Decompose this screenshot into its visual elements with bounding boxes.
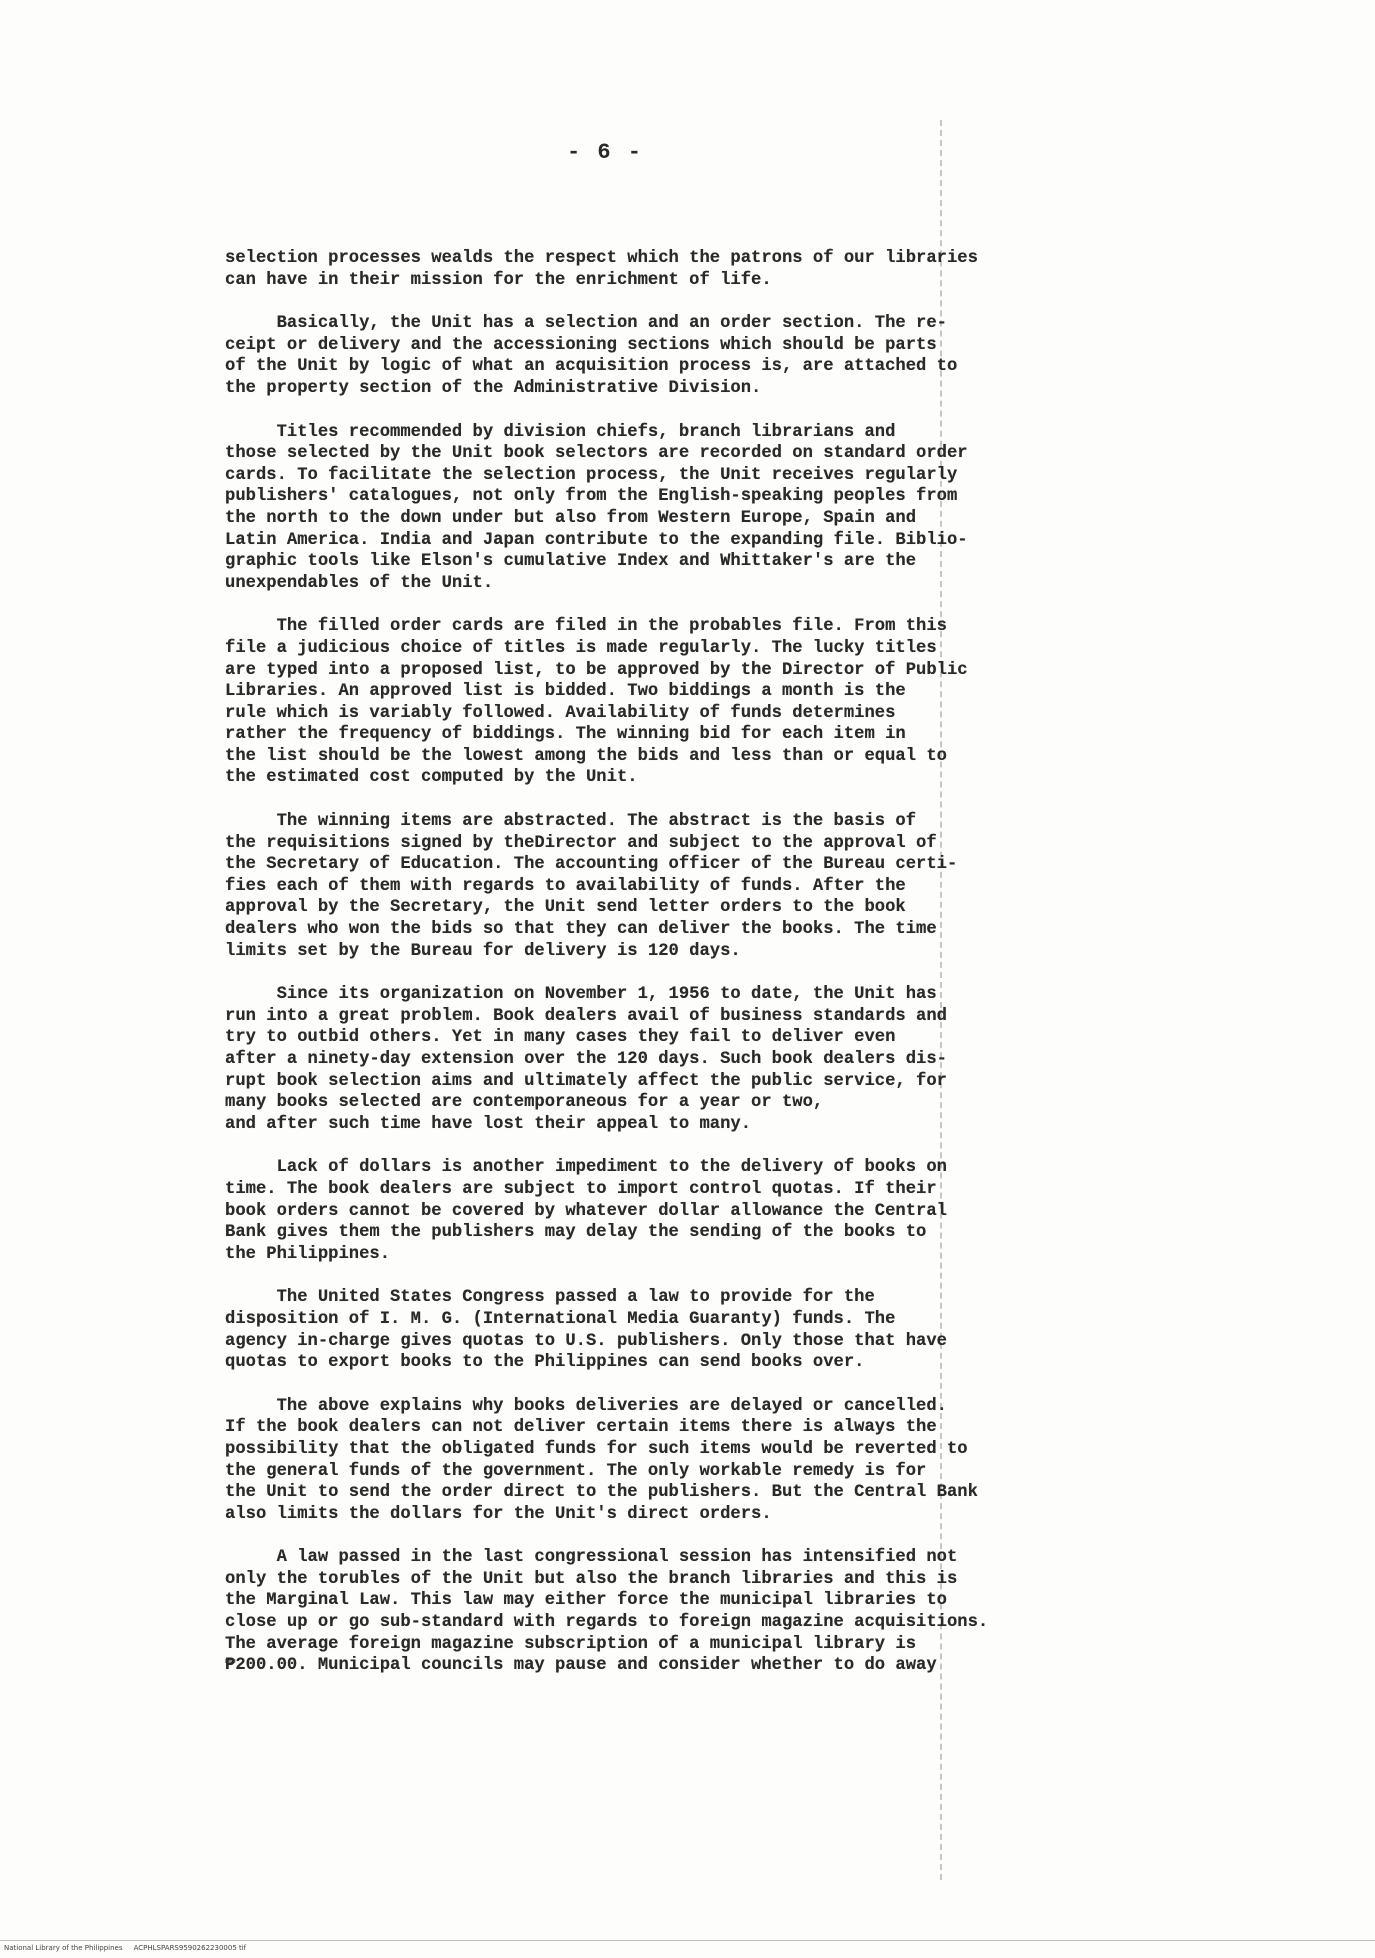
paragraph-4: The filled order cards are filed in the probables file. From this file a judicious choice of titles is made regularly. The lucky titles are typed into a proposed list, to be approved by the Director of Public Libraries. An approved list is bidded. Two biddings a month is the rule which is variably followed. Availability of funds determines rather the frequency of biddings. The winning bid for each item in the list should be the lowest among the bids and less than or equal to the estimated cost computed by the Unit. — [225, 617, 968, 788]
paragraph-6: Since its organization on November 1, 1956 to date, the Unit has run into a great problem. Book dealers avail of business standards and try to outbid others. Yet in many cases they fail to deliver even after a ninety-day extension over the 120 days. Such book dealers dis- rupt book selection aims and ultimately affect the public service, for many books selected are contemporaneous for a year or two, and after such time have lost their appeal to many. — [225, 985, 947, 1134]
paragraph-7: Lack of dollars is another impediment to the delivery of books on time. The book dealers are subject to import control quotas. If their book orders cannot be covered by whatever dollar allowance the Central Bank gives them the publishers may delay the sending of the books to the Philippines. — [225, 1158, 947, 1264]
paragraph-3: Titles recommended by division chiefs, branch librarians and those selected by the Unit book selectors are recorded on standard order cards. To facilitate the selection process, the Unit receives regularly publishers' catalogues, not only from the English-speaking peoples from the north to the down under but also from Western Europe, Spain and Latin America. India and Japan contribute to the expanding file. Biblio- graphic tools like Elson's cumulative Index and Whittaker's are the unexpendables of the Unit. — [225, 422, 968, 593]
paragraph-8: The United States Congress passed a law to provide for the disposition of I. M. G. (International Media Guaranty) funds. The agency in-charge gives quotas to U.S. publishers. Only those that have quotas to export books to the Philippines can send books over. — [225, 1288, 947, 1373]
footer-divider — [0, 1940, 1375, 1941]
paragraph-10: A law passed in the last congressional session has intensified not only the torubles of the Unit but also the branch libraries and this is the Marginal Law. This law may either force the municipal libraries to close up or go sub-standard with regards to foreign magazine acquisitions. The average foreign magazine subscription of a municipal library is ₱200.00. Municipal councils may pause and consider whether to do away — [225, 1548, 989, 1676]
paragraph-1: selection processes wealds the respect which the patrons of our libraries can have in their mission for the enrichment of life. — [225, 249, 978, 290]
page-number: - 6 - — [566, 140, 643, 165]
archive-footer: National Library of the Philippines ACPHLSPARS9590262230005 tif — [4, 1944, 247, 1952]
paragraph-9: The above explains why books deliveries are delayed or cancelled. If the book dealers can not deliver certain items there is always the possibility that the obligated funds for such items would be reverted to the general funds of the government. The only workable remedy is for the Unit to send the order direct to the publishers. But the Central Bank also limits the dollars for the Unit's direct orders. — [225, 1396, 978, 1524]
document-body — [225, 248, 1085, 1699]
paragraph-5: The winning items are abstracted. The abstract is the basis of the requisitions signed by theDirector and subject to the approval of the Secretary of Education. The accounting officer of the Bureau certi- fies each of them with regards to availability of funds. After the approval by the Secretary, the Unit send letter orders to the book dealers who won the bids so that they can deliver the books. The time limits set by the Bureau for delivery is 120 days. — [225, 812, 958, 961]
paragraph-2: Basically, the Unit has a selection and an order section. The re- ceipt or delivery and the accessioning sections which should be parts of the Unit by logic of what an acquisition process is, are attached to the property section of the Administrative Division. — [225, 314, 958, 398]
